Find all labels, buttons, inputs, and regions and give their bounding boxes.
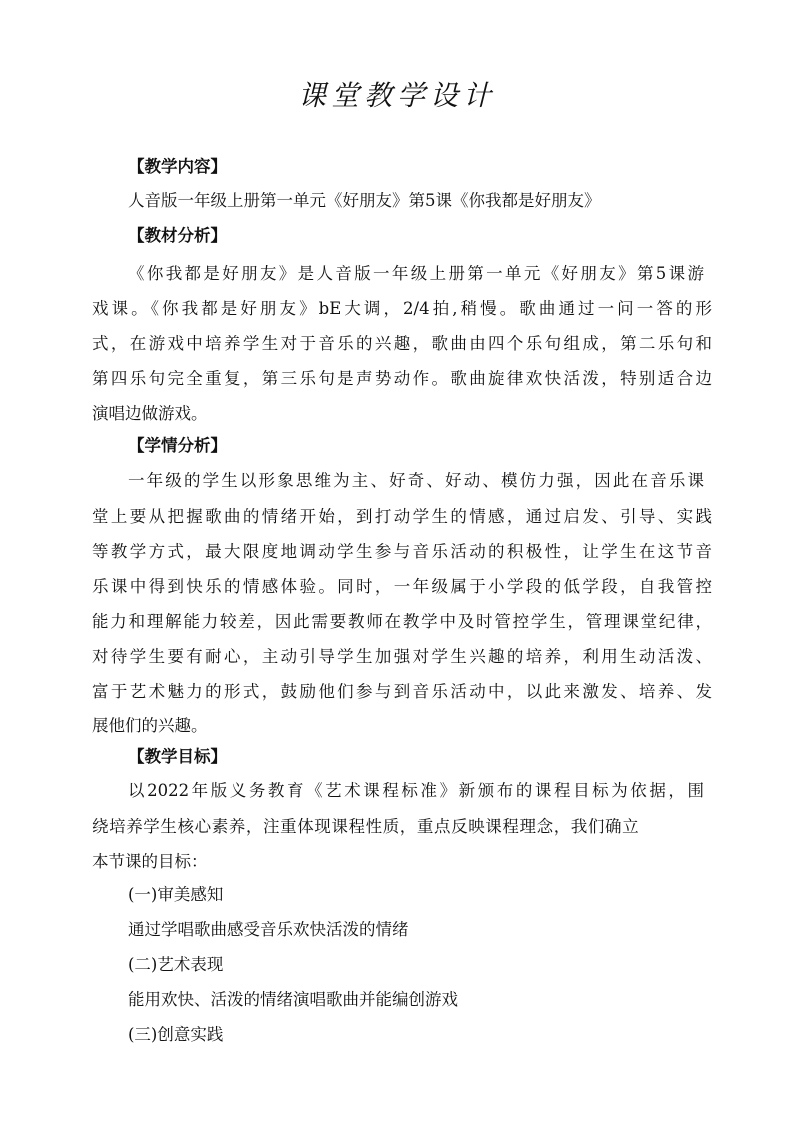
students-line: 等教学方式，最大限度地调动学生参与音乐活动的积极性，让学生在这节音 <box>92 542 712 561</box>
students-line: 对待学生要有耐心，主动引导学生加强对学生兴趣的培养，利用生动活泼、 <box>92 647 712 666</box>
section-heading-material: 【教材分析】 <box>128 226 227 245</box>
students-line: 富于艺术魅力的形式，鼓励他们参与到音乐活动中，以此来激发、培养、发 <box>92 682 712 701</box>
material-line: 第四乐句完全重复，第三乐句是声势动作。歌曲旋律欢快活泼，特别适合边 <box>92 369 712 388</box>
goals-line: 本节课的目标： <box>92 852 208 871</box>
document-title: 课堂教学设计 <box>297 79 496 112</box>
goals-line: 以2022年版义务教育《艺术课程标准》新颁布的课程目标为依据，围 <box>128 781 704 800</box>
material-line: 戏课。《你我都是好朋友》bE大调，2/4拍,稍慢。歌曲通过一问一答的形 <box>92 299 712 318</box>
students-line: 展他们的兴趣。 <box>92 716 208 735</box>
goal-item-text: 通过学唱歌曲感受音乐欢快活泼的情绪 <box>128 920 409 939</box>
goal-item-label: (二)艺术表现 <box>128 955 224 974</box>
goal-item-label: (一)审美感知 <box>128 885 224 904</box>
goals-line: 绕培养学生核心素养，注重体现课程性质，重点反映课程理念，我们确立 <box>92 817 640 836</box>
students-line: 能力和理解能力较差，因此需要教师在教学中及时管控学生，管理课堂纪律， <box>92 612 712 631</box>
section-heading-students: 【学情分析】 <box>128 436 227 455</box>
content-line: 人音版一年级上册第一单元《好朋友》第5课《你我都是好朋友》 <box>128 191 601 210</box>
material-line: 演唱边做游戏。 <box>92 404 208 423</box>
students-line: 堂上要从把握歌曲的情绪开始，到打动学生的情感，通过启发、引导、实践 <box>92 507 712 526</box>
students-line: 乐课中得到快乐的情感体验。同时，一年级属于小学段的低学段，自我管控 <box>92 577 712 596</box>
material-line: 式，在游戏中培养学生对于音乐的兴趣，歌曲由四个乐句组成，第二乐句和 <box>92 334 712 353</box>
goal-item-text: 能用欢快、活泼的情绪演唱歌曲并能编创游戏 <box>128 990 458 1009</box>
material-line: 《你我都是好朋友》是人音版一年级上册第一单元《好朋友》第5课游 <box>128 264 704 283</box>
goal-item-label: (三)创意实践 <box>128 1025 224 1044</box>
section-heading-goals: 【教学目标】 <box>128 747 227 766</box>
section-heading-content: 【教学内容】 <box>128 157 227 176</box>
students-line: 一年级的学生以形象思维为主、好奇、好动、模仿力强，因此在音乐课 <box>128 471 704 490</box>
